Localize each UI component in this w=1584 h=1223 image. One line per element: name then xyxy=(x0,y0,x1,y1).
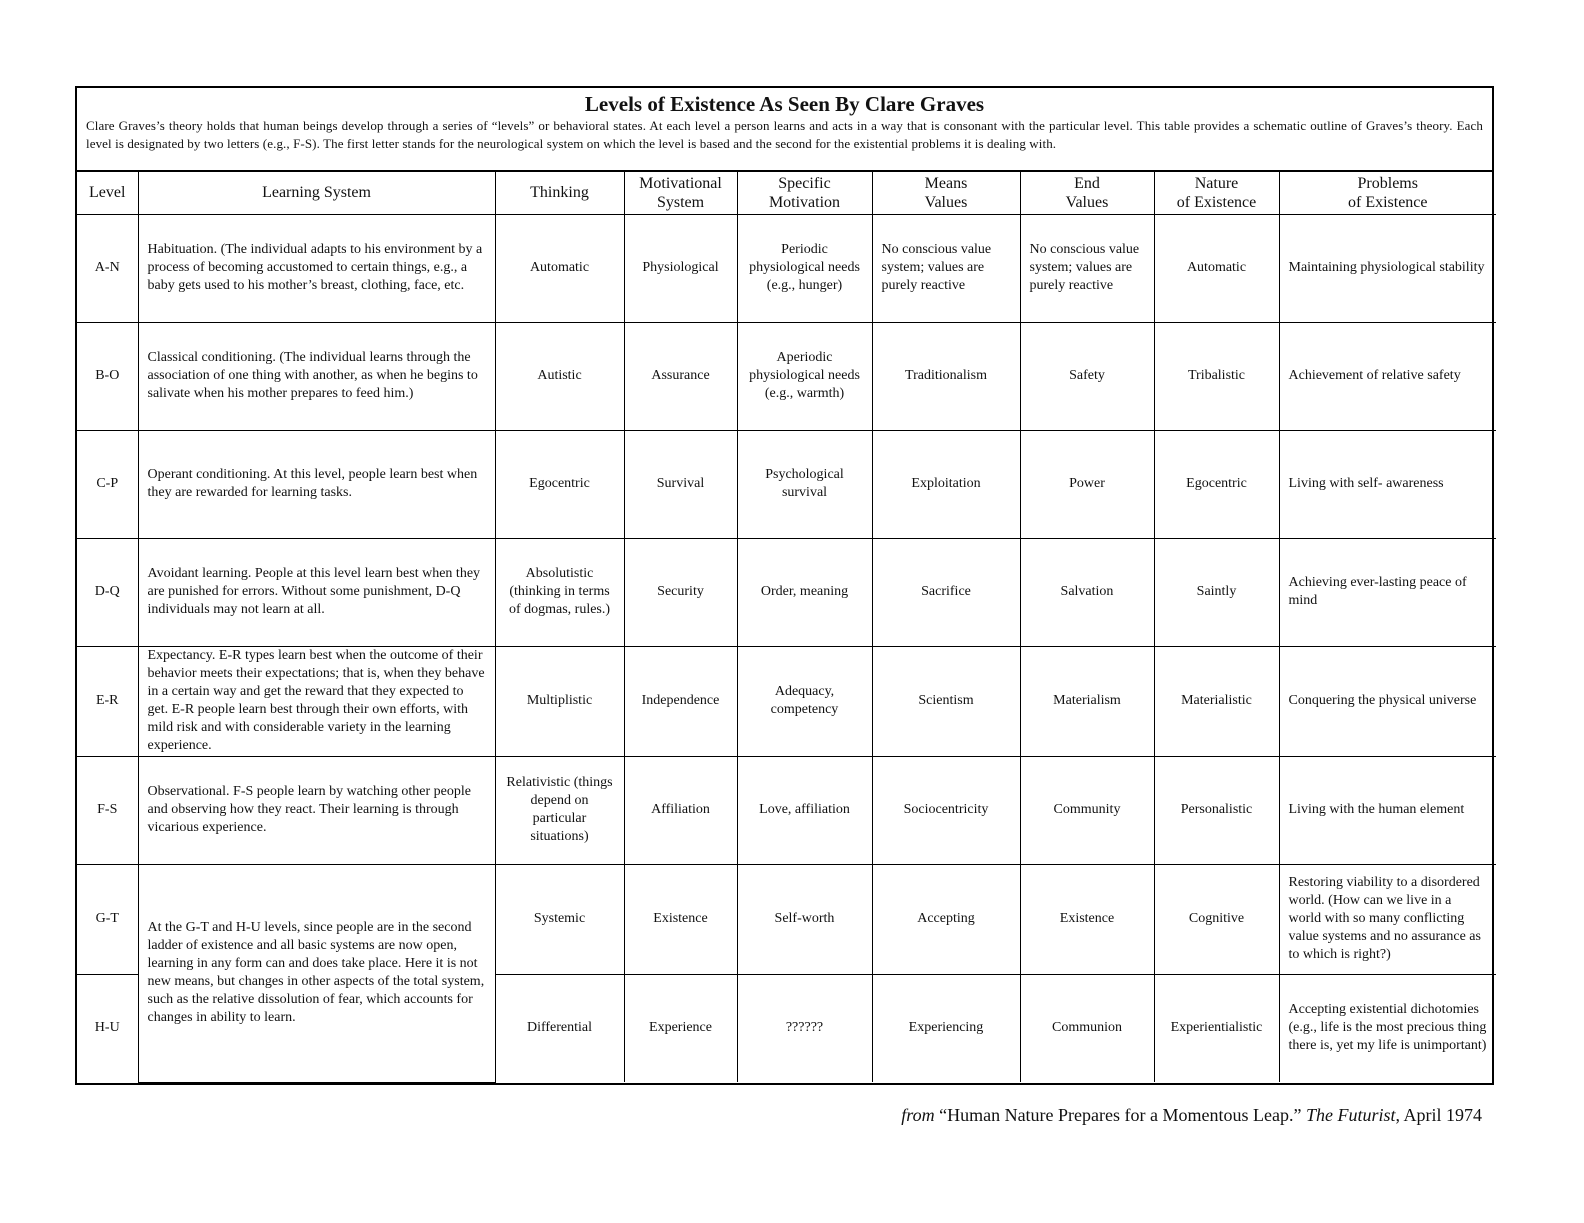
cell-end-values: No conscious value system; values are purely reactive xyxy=(1020,214,1154,322)
cell-thinking: Absolutistic (thinking in terms of dogmas, rules.) xyxy=(495,538,624,646)
table-row-b-o xyxy=(77,322,1496,430)
cell-specific-motivation: ?????? xyxy=(737,974,872,1082)
cell-learning-system: Habituation. (The individual adapts to his environment by a process of becoming accustomed to certain things, e.g., a baby gets used to his mother’s breast, clothing, face, etc. xyxy=(138,214,495,322)
cell-specific-motivation: Adequacy, competency xyxy=(737,646,872,756)
cell-thinking: Multiplistic xyxy=(495,646,624,756)
cell-means-values: Accepting xyxy=(872,864,1020,974)
cell-problems-of-existence: Living with self- awareness xyxy=(1279,430,1496,538)
cell-end-values: Existence xyxy=(1020,864,1154,974)
cell-learning-system-g-t-h-u: At the G-T and H-U levels, since people are in the second ladder of existence and all basic systems are now open, learning in any form can and does take place. Here it is not new means, but changes in other aspects of the total system, such as the relative dissolution of fear, which accounts for changes in ability to learn. xyxy=(138,864,495,1082)
header-end-values: End Values xyxy=(1020,172,1154,214)
table-row-d-q xyxy=(77,538,1496,646)
cell-end-values: Salvation xyxy=(1020,538,1154,646)
header-level: Level xyxy=(77,172,138,214)
cell-level: A-N xyxy=(77,214,138,322)
table-row-f-s xyxy=(77,756,1496,864)
cell-means-values: Experiencing xyxy=(872,974,1020,1082)
cell-level: G-T xyxy=(77,864,138,974)
cell-level: B-O xyxy=(77,322,138,430)
cell-level: D-Q xyxy=(77,538,138,646)
cell-nature-of-existence: Materialistic xyxy=(1154,646,1279,756)
cell-nature-of-existence: Cognitive xyxy=(1154,864,1279,974)
cell-learning-system: Classical conditioning. (The individual learns through the association of one thing with another, as when he begins to salivate when his mother prepares to feed him.) xyxy=(138,322,495,430)
cell-end-values: Power xyxy=(1020,430,1154,538)
cell-specific-motivation: Love, affiliation xyxy=(737,756,872,864)
cell-means-values: Sociocentricity xyxy=(872,756,1020,864)
table-row-g-t xyxy=(77,864,1496,974)
cell-problems-of-existence: Restoring viability to a disordered world. (How can we live in a world with so many conflicting value systems and no assurance as to which is right?) xyxy=(1279,864,1496,974)
levels-document xyxy=(75,86,1494,1085)
cell-means-values: Scientism xyxy=(872,646,1020,756)
header-means-values: Means Values xyxy=(872,172,1020,214)
cell-thinking: Egocentric xyxy=(495,430,624,538)
cell-nature-of-existence: Tribalistic xyxy=(1154,322,1279,430)
cell-level: C-P xyxy=(77,430,138,538)
cell-thinking: Autistic xyxy=(495,322,624,430)
cell-thinking: Systemic xyxy=(495,864,624,974)
cell-end-values: Materialism xyxy=(1020,646,1154,756)
cell-level: H-U xyxy=(77,974,138,1082)
cell-thinking: Relativistic (things depend on particular situations) xyxy=(495,756,624,864)
cell-learning-system: Operant conditioning. At this level, people learn best when they are rewarded for learning tasks. xyxy=(138,430,495,538)
cell-specific-motivation: Self-worth xyxy=(737,864,872,974)
citation-date: , April 1974 xyxy=(1395,1105,1482,1125)
cell-motivational-system: Affiliation xyxy=(624,756,737,864)
header-learning-system: Learning System xyxy=(138,172,495,214)
table-row-c-p xyxy=(77,430,1496,538)
cell-nature-of-existence: Saintly xyxy=(1154,538,1279,646)
cell-problems-of-existence: Conquering the physical universe xyxy=(1279,646,1496,756)
cell-means-values: No conscious value system; values are purely reactive xyxy=(872,214,1020,322)
title-block xyxy=(77,88,1492,172)
cell-learning-system: Observational. F-S people learn by watching other people and observing how they react. Their learning is through vicarious experience. xyxy=(138,756,495,864)
header-motivational-system: Motivational System xyxy=(624,172,737,214)
header-nature-of-existence: Nature of Existence xyxy=(1154,172,1279,214)
cell-level: E-R xyxy=(77,646,138,756)
citation-article: “Human Nature Prepares for a Momentous Leap.” xyxy=(934,1105,1306,1125)
cell-nature-of-existence: Personalistic xyxy=(1154,756,1279,864)
cell-nature-of-existence: Egocentric xyxy=(1154,430,1279,538)
cell-means-values: Sacrifice xyxy=(872,538,1020,646)
cell-motivational-system: Existence xyxy=(624,864,737,974)
cell-means-values: Traditionalism xyxy=(872,322,1020,430)
cell-specific-motivation: Order, meaning xyxy=(737,538,872,646)
cell-end-values: Safety xyxy=(1020,322,1154,430)
cell-problems-of-existence: Achieving ever-lasting peace of mind xyxy=(1279,538,1496,646)
header-row xyxy=(77,172,1496,214)
cell-problems-of-existence: Achievement of relative safety xyxy=(1279,322,1496,430)
levels-table xyxy=(77,172,1496,1083)
cell-learning-system: Avoidant learning. People at this level learn best when they are punished for errors. Without some punishment, D-Q individuals may not learn at all. xyxy=(138,538,495,646)
source-citation xyxy=(901,1104,1482,1126)
cell-thinking: Automatic xyxy=(495,214,624,322)
document-title: Levels of Existence As Seen By Clare Graves xyxy=(584,92,985,116)
cell-motivational-system: Experience xyxy=(624,974,737,1082)
cell-specific-motivation: Aperiodic physiological needs (e.g., warmth) xyxy=(737,322,872,430)
cell-motivational-system: Independence xyxy=(624,646,737,756)
cell-end-values: Communion xyxy=(1020,974,1154,1082)
cell-specific-motivation: Periodic physiological needs (e.g., hunger) xyxy=(737,214,872,322)
cell-nature-of-existence: Experientialistic xyxy=(1154,974,1279,1082)
cell-motivational-system: Survival xyxy=(624,430,737,538)
cell-motivational-system: Assurance xyxy=(624,322,737,430)
cell-problems-of-existence: Maintaining physiological stability xyxy=(1279,214,1496,322)
cell-motivational-system: Security xyxy=(624,538,737,646)
cell-end-values: Community xyxy=(1020,756,1154,864)
header-thinking: Thinking xyxy=(495,172,624,214)
cell-problems-of-existence: Accepting existential dichotomies (e.g., life is the most precious thing there is, yet my life is unimportant) xyxy=(1279,974,1496,1082)
cell-specific-motivation: Psychological survival xyxy=(737,430,872,538)
cell-nature-of-existence: Automatic xyxy=(1154,214,1279,322)
citation-from: from xyxy=(901,1105,935,1125)
cell-level: F-S xyxy=(77,756,138,864)
table-row-e-r xyxy=(77,646,1496,756)
header-problems-of-existence: Problems of Existence xyxy=(1279,172,1496,214)
document-intro: Clare Graves’s theory holds that human beings develop through a series of “levels” or behavioral states. At each level a person learns and acts in a way that is consonant with the particular level. This table provides a schematic outline of Graves’s theory. Each level is designated by two letters (e.g., F-S). The first letter stands for the neurological system on which the level is based and the second for the existential problems it is dealing with. xyxy=(86,118,1483,151)
header-specific-motivation: Specific Motivation xyxy=(737,172,872,214)
cell-thinking: Differential xyxy=(495,974,624,1082)
citation-journal: The Futurist xyxy=(1305,1105,1396,1125)
table-row-a-n xyxy=(77,214,1496,322)
cell-learning-system: Expectancy. E-R types learn best when the outcome of their behavior meets their expectations; that is, when they behave in a certain way and get the reward that they expected to get. E-R people learn best through their own efforts, with mild risk and with considerable variety in the learning experience. xyxy=(138,646,495,756)
cell-motivational-system: Physiological xyxy=(624,214,737,322)
cell-problems-of-existence: Living with the human element xyxy=(1279,756,1496,864)
cell-means-values: Exploitation xyxy=(872,430,1020,538)
